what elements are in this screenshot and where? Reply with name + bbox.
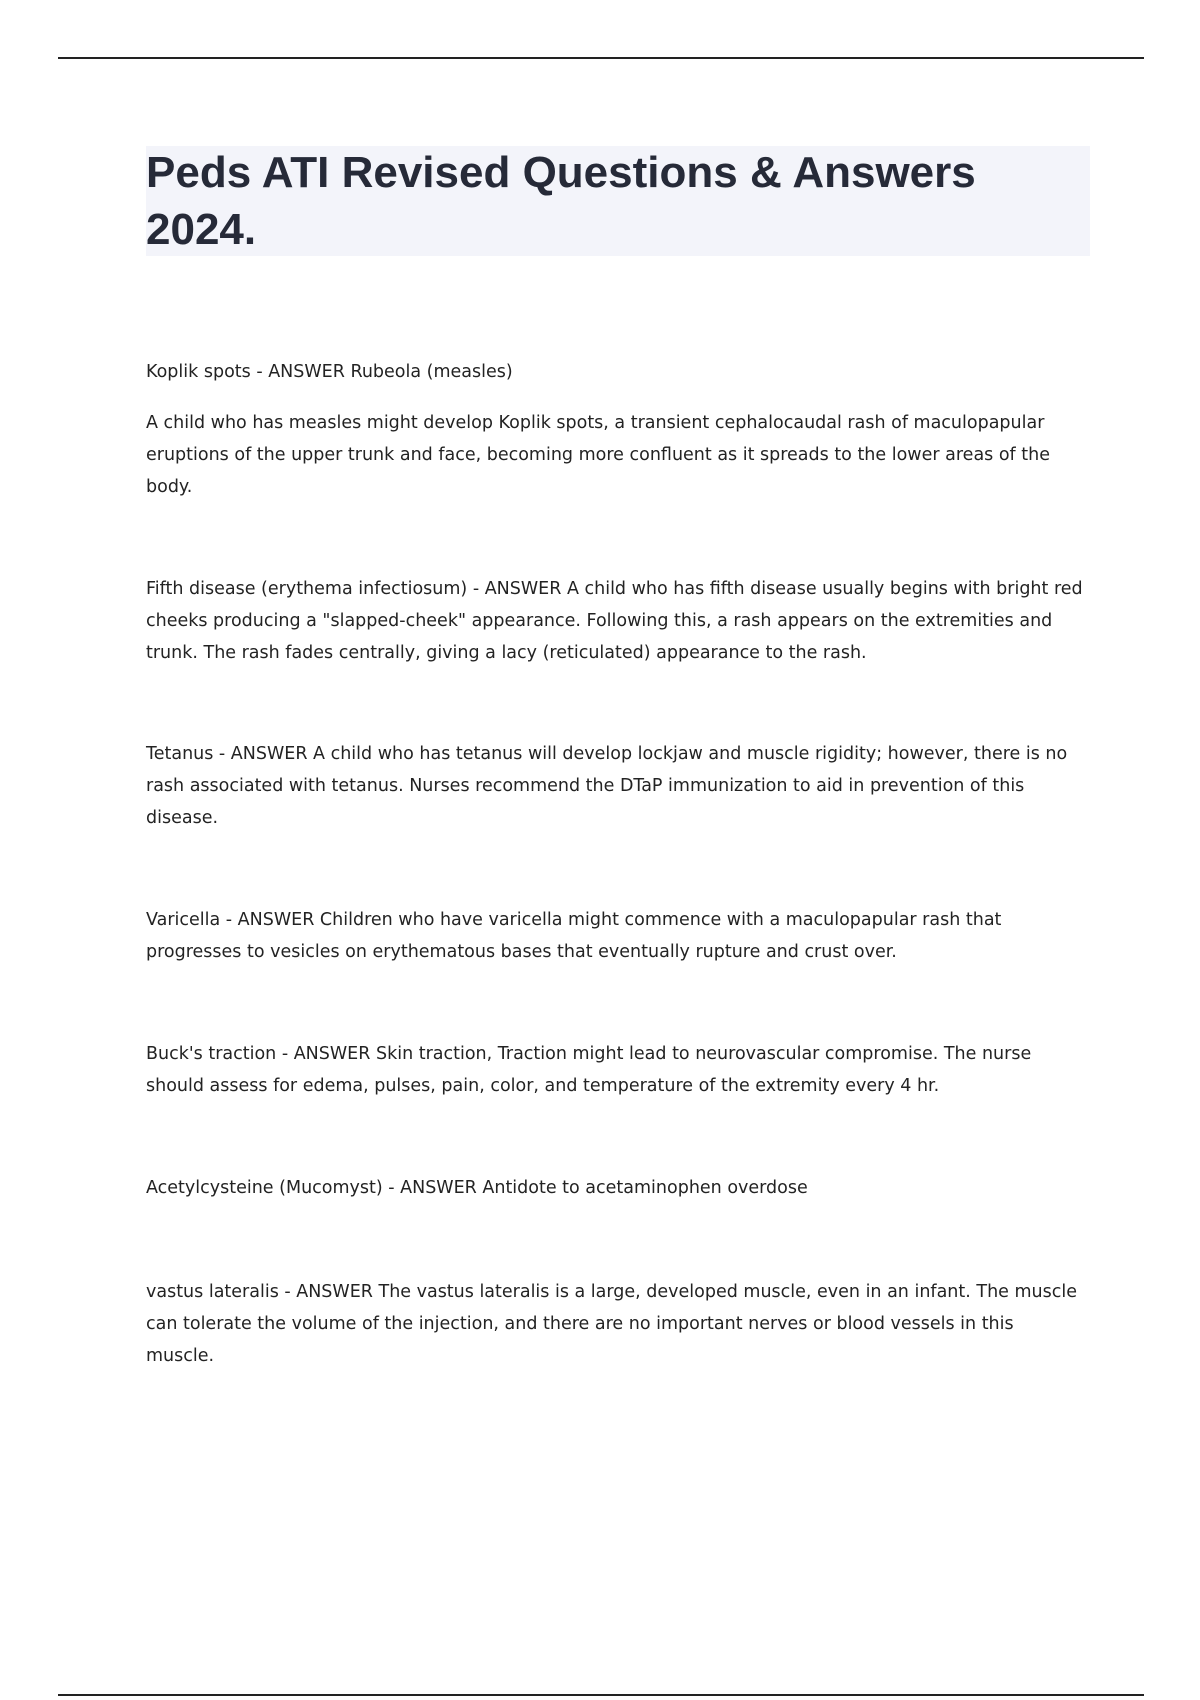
qa-vastus-lateralis: vastus lateralis - ANSWER The vastus lateralis is a large, developed muscle, even in an infant. The muscle can tolerate the volume of the injection, and there are no important nerves or blood vessels in this muscle. <box>146 1282 1077 1366</box>
qa-fifth-disease: Fifth disease (erythema infectiosum) - ANSWER A child who has fifth disease usually begins with bright red cheeks producing a "slapped-cheek" appearance. Following this, a rash appears on the extremities and trunk. The rash fades centrally, giving a lacy (reticulated) appearance to the rash. <box>146 579 1083 663</box>
footer-rule <box>58 1694 1144 1696</box>
qa-varicella: Varicella - ANSWER Children who have varicella might commence with a maculopapular rash that progresses to vesicles on erythematous bases that eventually rupture and crust over. <box>146 910 1002 962</box>
document-title: Peds ATI Revised Questions & Answers 2024. <box>146 148 976 254</box>
qa-bucks-traction: Buck's traction - ANSWER Skin traction, Traction might lead to neurovascular compromise. The nurse should assess for edema, pulses, pain, color, and temperature of the extremity every 4 hr. <box>146 1044 1032 1096</box>
qa-tetanus: Tetanus - ANSWER A child who has tetanus will develop lockjaw and muscle rigidity; however, there is no rash associated with tetanus. Nurses recommend the DTaP immunization to aid in prevention of this disease. <box>146 744 1068 828</box>
qa-acetylcysteine: Acetylcysteine (Mucomyst) - ANSWER Antidote to acetaminophen overdose <box>146 1178 808 1198</box>
header-rule <box>58 57 1144 59</box>
qa-koplik-spots: Koplik spots - ANSWER Rubeola (measles) <box>146 362 513 382</box>
qa-koplik-spots-explanation: A child who has measles might develop Koplik spots, a transient cephalocaudal rash of maculopapular eruptions of the upper trunk and face, becoming more confluent as it spreads to the lower areas of the body. <box>146 413 1050 497</box>
